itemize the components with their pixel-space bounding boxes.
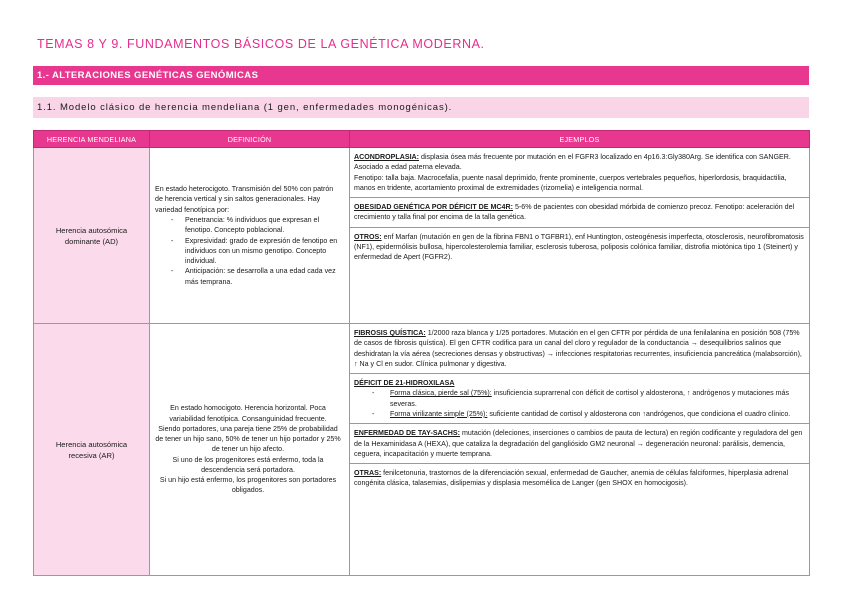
example-block bbox=[350, 228, 809, 267]
example-heading: OTRAS: bbox=[354, 469, 382, 478]
definition-text: Si uno de los progenitores está enfermo, toda la descendencia será portadora. bbox=[172, 455, 324, 474]
definition-ar bbox=[150, 324, 350, 576]
list-item-text: insuficiencia suprarrenal con déficit de cortisol y aldosterona, ↑ andrógenos y mutaciones más severas. bbox=[390, 389, 790, 408]
example-text: mutación (deleciones, inserciones o cambios de pauta de lectura) en región codificante y reguladora del gen de la Hexaminidasa A (HEXA), que cataliza la degradación del gangliósido GM2 neuronal → degeneración neuronal: parálisis, demencia, ceguera, incapacitación y muerte temprana. bbox=[354, 429, 803, 458]
list-item bbox=[372, 388, 805, 409]
row-label-ad: Herencia autosómica dominante (AD) bbox=[34, 148, 150, 324]
header-herencia: HERENCIA MENDELIANA bbox=[34, 131, 150, 148]
list-item bbox=[372, 409, 805, 419]
example-block bbox=[350, 148, 809, 198]
example-heading: DÉFICIT DE 21-HIDROXILASA bbox=[354, 379, 455, 388]
definition-text: Si un hijo está enfermo, los progenitores son portadores obligados. bbox=[159, 476, 337, 495]
table-row bbox=[34, 148, 810, 324]
example-heading: OTROS: bbox=[354, 232, 382, 241]
example-block bbox=[350, 324, 809, 374]
example-text: fenilcetonuria, trastornos de la diferenciación sexual, enfermedad de Gaucher, anemia de células falciformes, hiperplasia adrenal congénita clásica, talasemias, dislipemias y displasia mesomélica de Langer (gen SHOX en homocigosis). bbox=[354, 469, 789, 488]
example-text: enf Marfan (mutación en gen de la fibrina FBN1 o TGFBR1), enf Huntington, osteogénesis imperfecta, otosclerosis, neurofibromatosis (NF1), epidermólisis bullosa, hipercolesterolemia familiar, esclerosis tuberosa, poliposis colónica familiar, distrofia miotónica tipo 1 (Steinert) y enfermedad de Apert (FGFR2). bbox=[354, 232, 804, 262]
header-ejemplos: EJEMPLOS bbox=[350, 131, 810, 148]
example-block bbox=[350, 424, 809, 464]
table-row bbox=[34, 324, 810, 576]
example-block bbox=[350, 464, 809, 493]
example-text: 1/2000 raza blanca y 1/25 portadores. Mutación en el gen CFTR por pérdida de una fenilalanina en posición 508 (75% de casos de fibrosis quística). El gen CFTR codifica para un canal del cloro y regulador de la conductancia → desequilibrios salinos que deshidratan la vía aérea (secreciones densas y obstructivas) → infecciones respitatorias recurrentes, insuficiencia pancreática (malabsorción), ↑ Na y Cl en sudor. Clínica pulmonar y digestiva. bbox=[354, 329, 802, 368]
list-item: - Anticipación: se desarrolla a una edad cada vez más temprana. bbox=[171, 266, 341, 287]
definition-text: Siendo portadores, una pareja tiene 25% de probabilidad de tener un hijo sano, 50% de tener un hijo portador y 25% de tener un hijo afecto. bbox=[155, 424, 341, 454]
row-label-ar: Herencia autosómica recesiva (AR) bbox=[34, 324, 150, 576]
page-title: TEMAS 8 Y 9. FUNDAMENTOS BÁSICOS DE LA GENÉTICA MODERNA. bbox=[37, 37, 485, 51]
example-heading: FIBROSIS QUÍSTICA: bbox=[354, 329, 426, 337]
definition-ad bbox=[150, 148, 350, 324]
table-header-row bbox=[34, 131, 810, 148]
example-heading: OBESIDAD GENÉTICA POR DÉFICIT DE MC4R: bbox=[354, 203, 513, 212]
example-text: displasia ósea más frecuente por mutación en el FGFR3 localizado en 4p16.3:Gly380Arg. Se identifica con SANGER. Asociado a edad paterna elevada. bbox=[354, 153, 791, 172]
subsection-heading: 1.1. Modelo clásico de herencia mendeliana (1 gen, enfermedades monogénicas). bbox=[33, 97, 809, 118]
section-heading: 1.- ALTERACIONES GENÉTICAS GENÓMICAS bbox=[33, 66, 809, 85]
example-text: 5-6% de pacientes con obesidad mórbida de comienzo precoz. Fenotipo: aceleración del crecimiento y talla final por encima de la talla genética. bbox=[354, 203, 795, 222]
list-item: - Penetrancia: % individuos que expresan el fenotipo. Concepto poblacional. bbox=[171, 215, 341, 236]
example-block bbox=[350, 374, 809, 424]
definition-list bbox=[155, 215, 341, 287]
example-text: Fenotipo: talla baja. Macrocefalia, puente nasal deprimido, frente prominente, cuerpos vertebrales pequeños, hiperlordosis, braquidactilia, manos en tridente, acortamiento proximal de extremidades (rizomelia) e inteligencia normal. bbox=[354, 173, 787, 192]
example-block bbox=[350, 198, 809, 228]
list-item-text: suficiente cantidad de cortisol y aldosterona con ↑andrógenos, que condiciona el cuadro clínico. bbox=[487, 409, 791, 418]
header-definicion: DEFINICIÓN bbox=[150, 131, 350, 148]
example-list bbox=[354, 388, 805, 419]
examples-ar bbox=[350, 324, 810, 576]
definition-intro: En estado heterocigoto. Transmisión del 50% con patrón de herencia vertical y sin saltos generacionales. Hay variedad fenotípica por: bbox=[155, 185, 334, 214]
example-heading: ENFERMEDAD DE TAY-SACHS: bbox=[354, 429, 461, 438]
example-heading: ACONDROPLASIA: bbox=[354, 153, 420, 161]
examples-ad bbox=[350, 148, 810, 324]
list-item-heading: Forma virilizante simple (25%): bbox=[390, 409, 488, 418]
mendelian-table bbox=[33, 130, 810, 576]
list-item: - Expresividad: grado de expresión de fenotipo en individuos con un mismo genotipo. Concepto individual. bbox=[171, 236, 341, 267]
list-item-heading: Forma clásica, pierde sal (75%): bbox=[390, 389, 492, 398]
definition-text: En estado homocigoto. Herencia horizontal. Poca variabilidad fenotípica. Consanguinidad frecuente. bbox=[169, 404, 327, 423]
